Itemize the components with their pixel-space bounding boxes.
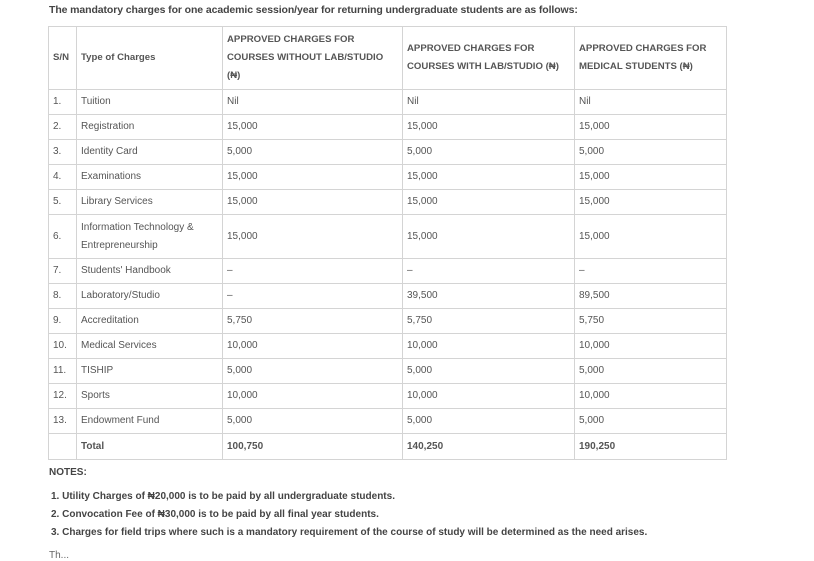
cell-sn: 8. [49,284,77,309]
cell-type: TISHIP [77,359,223,384]
cell-c: 15,000 [575,215,727,259]
cell-b: – [403,259,575,284]
intro-text: The mandatory charges for one academic session/year for returning undergraduate students are as follows: [49,4,578,16]
cell-a: 5,000 [223,409,403,434]
cell-c: 5,000 [575,140,727,165]
note-item: 1. Utility Charges of ₦20,000 is to be paid by all undergraduate students. [51,491,395,502]
cell-sn: 13. [49,409,77,434]
total-label: Total [77,434,223,460]
table-header-row [49,27,727,90]
cell-type: Information Technology & Entrepreneurship [77,215,223,259]
cell-type: Examinations [77,165,223,190]
table-row [49,90,727,115]
cell-sn: 9. [49,309,77,334]
cell-sn: 2. [49,115,77,140]
cell-type: Library Services [77,190,223,215]
cell-a: 15,000 [223,190,403,215]
table-row [49,334,727,359]
table-row [49,359,727,384]
table-row [49,140,727,165]
table-row [49,165,727,190]
cell-sn: 10. [49,334,77,359]
cell-sn: 1. [49,90,77,115]
cell-a: – [223,259,403,284]
cell-sn: 3. [49,140,77,165]
cell-sn: 11. [49,359,77,384]
note-item: 2. Convocation Fee of ₦30,000 is to be paid by all final year students. [51,509,379,520]
cell-b: 15,000 [403,190,575,215]
cell-type: Identity Card [77,140,223,165]
header-sn: S/N [49,27,77,90]
cell-b: 10,000 [403,334,575,359]
cell-a: 15,000 [223,215,403,259]
cell-type: Registration [77,115,223,140]
table-row [49,284,727,309]
cell-type: Students' Handbook [77,259,223,284]
cell-b: 15,000 [403,165,575,190]
cell-type: Laboratory/Studio [77,284,223,309]
cell-b: 5,000 [403,409,575,434]
header-type: Type of Charges [77,27,223,90]
cell-c: 5,000 [575,359,727,384]
cell-a: 15,000 [223,115,403,140]
cell-b: Nil [403,90,575,115]
cell-b: 15,000 [403,115,575,140]
cell-a: 10,000 [223,384,403,409]
cell-a: 5,000 [223,359,403,384]
cell-a: 10,000 [223,334,403,359]
cell-c: 15,000 [575,190,727,215]
cell-b: 5,000 [403,359,575,384]
cell-c: 10,000 [575,334,727,359]
cell-sn: 6. [49,215,77,259]
cell-c: 5,000 [575,409,727,434]
table-row [49,409,727,434]
cell-a: – [223,284,403,309]
header-col-b: APPROVED CHARGES FOR COURSES WITH LAB/STUDIO (₦) [403,27,575,90]
total-a: 100,750 [223,434,403,460]
cell-b: 39,500 [403,284,575,309]
cell-sn: 12. [49,384,77,409]
total-b: 140,250 [403,434,575,460]
notes-list [49,490,647,544]
cell-b: 5,750 [403,309,575,334]
cell-a: Nil [223,90,403,115]
table-row [49,259,727,284]
cell-c: Nil [575,90,727,115]
cell-c: 89,500 [575,284,727,309]
total-row [49,434,727,460]
table-row [49,190,727,215]
header-col-a: APPROVED CHARGES FOR COURSES WITHOUT LAB/STUDIO (₦) [223,27,403,90]
cell-sn [49,434,77,460]
cell-a: 5,750 [223,309,403,334]
header-col-c: APPROVED CHARGES FOR MEDICAL STUDENTS (₦) [575,27,727,90]
cell-b: 10,000 [403,384,575,409]
cell-c: 15,000 [575,165,727,190]
cell-sn: 5. [49,190,77,215]
table-row [49,115,727,140]
cell-type: Sports [77,384,223,409]
cell-sn: 7. [49,259,77,284]
total-c: 190,250 [575,434,727,460]
cell-c: 10,000 [575,384,727,409]
cell-sn: 4. [49,165,77,190]
cell-c: – [575,259,727,284]
table-row [49,215,727,259]
cell-c: 15,000 [575,115,727,140]
cell-c: 5,750 [575,309,727,334]
cell-type: Medical Services [77,334,223,359]
notes-title: NOTES: [49,467,87,478]
cell-b: 5,000 [403,140,575,165]
note-item: 3. Charges for field trips where such is a mandatory requirement of the course of study will be determined as the need arises. [51,527,648,538]
cell-a: 5,000 [223,140,403,165]
charges-table [48,26,727,460]
cell-b: 15,000 [403,215,575,259]
cell-a: 15,000 [223,165,403,190]
cell-type: Accreditation [77,309,223,334]
cell-type: Endowment Fund [77,409,223,434]
table-row [49,309,727,334]
cell-type: Tuition [77,90,223,115]
table-row [49,384,727,409]
trailing-text: Th... [49,550,70,561]
